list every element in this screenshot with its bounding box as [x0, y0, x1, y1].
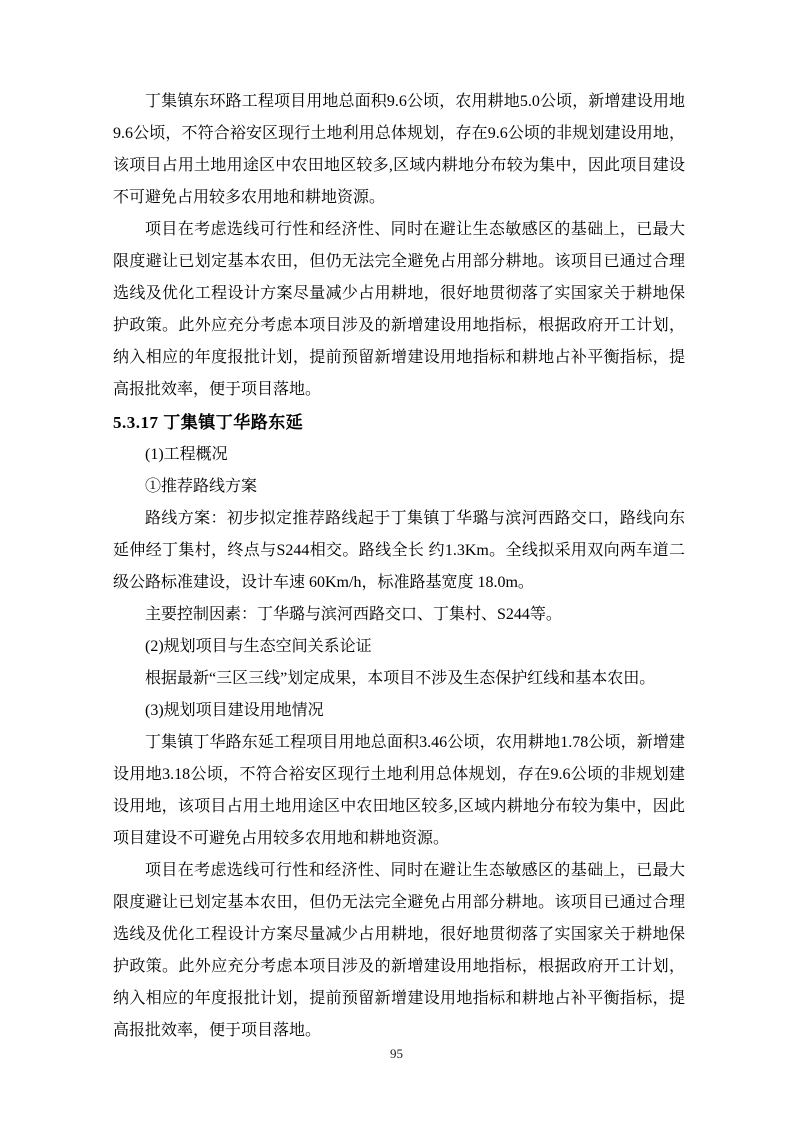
paragraph-route-plan: 路线方案：初步拟定推荐路线起于丁集镇丁华璐与滨河西路交口，路线向东延伸经丁集村，终点与S244相交。路线全长 约1.3Km。全线拟采用双向两车道二级公路标准建设，设计车速 60Km/h，标准路基宽度 18.0m。 [113, 510, 685, 591]
subsection-label-recommended-route: ①推荐路线方案 [145, 478, 258, 495]
paragraph-donghuan-landuse: 丁集镇东环路工程项目用地总面积9.6公顷，农用耕地5.0公顷，新增建设用地9.6公顷，不符合裕安区现行土地利用总体规划，存在9.6公顷的非规划建设用地，该项目占用土地用途区中农田地区较多,区域内耕地分布较为集中，因此项目建设不可避免占用较多农用地和耕地资源。 [113, 93, 685, 206]
paragraph-dinghua-landuse: 丁集镇丁华路东延工程项目用地总面积3.46公顷，农用耕地1.78公顷，新增建设用地3.18公顷，不符合裕安区现行土地利用总体规划，存在9.6公顷的非规划建设用地，该项目占用土地用途区中农田地区较多,区域内耕地分布较为集中，因此项目建设不可避免占用较多农用地和耕地资源。 [113, 734, 685, 847]
paragraph-dinghua-mitigation: 项目在考虑选线可行性和经济性、同时在避让生态敏感区的基础上，已最大限度避让已划定基本农田，但仍无法完全避免占用部分耕地。该项目已通过合理选线及优化工程设计方案尽量减少占用耕地，很好地贯彻落了实国家关于耕地保护政策。此外应充分考虑本项目涉及的新增建设用地指标，根据政府开工计划，纳入相应的年度报批计划，提前预留新增建设用地指标和耕地占补平衡指标，提高报批效率，便于项目落地。 [113, 862, 685, 1039]
subsection-label-construction-land: (3)规划项目建设用地情况 [145, 702, 324, 719]
subsection-label-project-overview: (1)工程概况 [145, 446, 228, 463]
section-heading-5-3-17: 5.3.17 丁集镇丁华路东延 [113, 413, 304, 432]
paragraph-donghuan-mitigation: 项目在考虑选线可行性和经济性、同时在避让生态敏感区的基础上，已最大限度避让已划定基本农田，但仍无法完全避免占用部分耕地。该项目已通过合理选线及优化工程设计方案尽量减少占用耕地，很好地贯彻落了实国家关于耕地保护政策。此外应充分考虑本项目涉及的新增建设用地指标，根据政府开工计划，纳入相应的年度报批计划，提前预留新增建设用地指标和耕地占补平衡指标，提高报批效率，便于项目落地。 [113, 221, 685, 398]
document-content [113, 86, 685, 1047]
page-number: 95 [390, 1046, 403, 1061]
paragraph-control-factors: 主要控制因素：丁华璐与滨河西路交口、丁集村、S244等。 [145, 606, 562, 623]
subsection-label-eco-space-relation: (2)规划项目与生态空间关系论证 [145, 638, 372, 655]
paragraph-three-zones-result: 根据最新“三区三线”划定成果，本项目不涉及生态保护红线和基本农田。 [145, 670, 656, 687]
